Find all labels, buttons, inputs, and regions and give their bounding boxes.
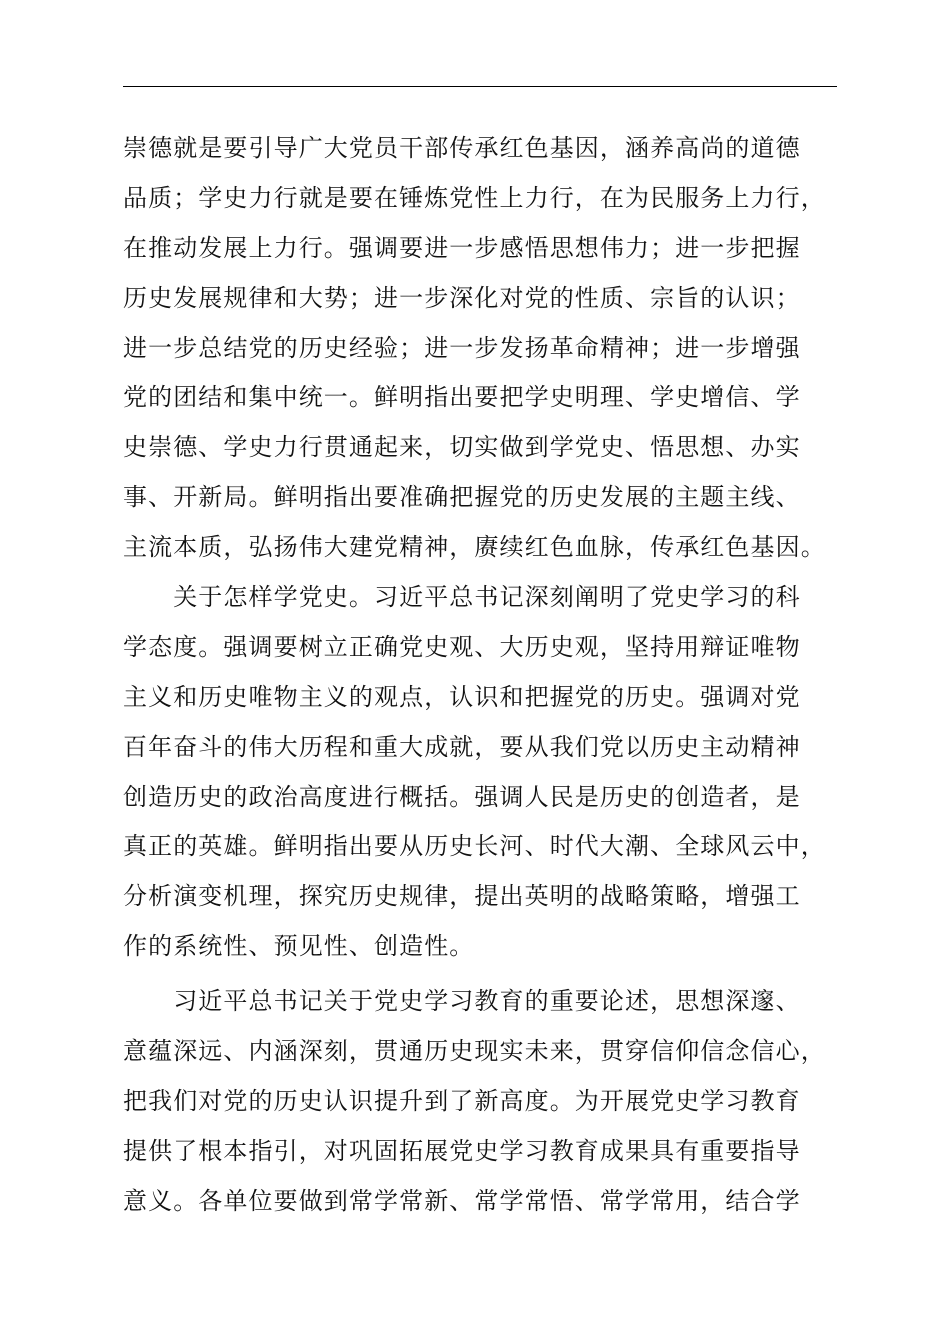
text-line: 主义和历史唯物主义的观点，认识和把握党的历史。强调对党 xyxy=(123,682,801,711)
text-line: 在推动发展上力行。强调要进一步感悟思想伟力；进一步把握 xyxy=(123,233,801,262)
paragraph-start-line: 关于怎样学党史。习近平总书记深刻阐明了党史学习的科 xyxy=(123,583,801,612)
text-line: 主流本质，弘扬伟大建党精神，赓续红色血脉，传承红色基因。 xyxy=(123,533,826,562)
text-line: 崇德就是要引导广大党员干部传承红色基因，涵养高尚的道德 xyxy=(123,134,801,162)
body-text xyxy=(123,124,853,1227)
text-line: 把我们对党的历史认识提升到了新高度。为开展党史学习教育 xyxy=(123,1086,801,1115)
text-line: 分析演变机理，探究历史规律，提出英明的战略策略，增强工 xyxy=(123,882,801,911)
text-line: 提供了根本指引，对巩固拓展党史学习教育成果具有重要指导 xyxy=(123,1136,801,1165)
text-line: 真正的英雄。鲜明指出要从历史长河、时代大潮、全球风云中， xyxy=(123,832,826,861)
text-line: 史崇德、学史力行贯通起来，切实做到学党史、悟思想、办实 xyxy=(123,433,801,462)
header-rule xyxy=(123,86,837,87)
text-line: 品质；学史力行就是要在锤炼党性上力行，在为民服务上力行， xyxy=(123,183,826,212)
text-line: 学态度。强调要树立正确党史观、大历史观，坚持用辩证唯物 xyxy=(123,632,801,661)
text-line: 作的系统性、预见性、创造性。 xyxy=(123,932,475,961)
text-line: 百年奋斗的伟大历程和重大成就，要从我们党以历史主动精神 xyxy=(123,732,801,761)
text-line: 进一步总结党的历史经验；进一步发扬革命精神；进一步增强 xyxy=(123,333,801,362)
text-line: 历史发展规律和大势；进一步深化对党的性质、宗旨的认识； xyxy=(123,283,801,312)
text-line: 意蕴深远、内涵深刻，贯通历史现实未来，贯穿信仰信念信心， xyxy=(123,1037,826,1066)
text-line: 创造历史的政治高度进行概括。强调人民是历史的创造者，是 xyxy=(123,782,801,811)
text-line: 党的团结和集中统一。鲜明指出要把学史明理、学史增信、学 xyxy=(123,383,801,412)
text-line: 意义。各单位要做到常学常新、常学常悟、常学常用，结合学 xyxy=(123,1186,801,1215)
paragraph-start-line: 习近平总书记关于党史学习教育的重要论述，思想深邃、 xyxy=(123,987,801,1016)
text-line: 事、开新局。鲜明指出要准确把握党的历史发展的主题主线、 xyxy=(123,483,801,512)
